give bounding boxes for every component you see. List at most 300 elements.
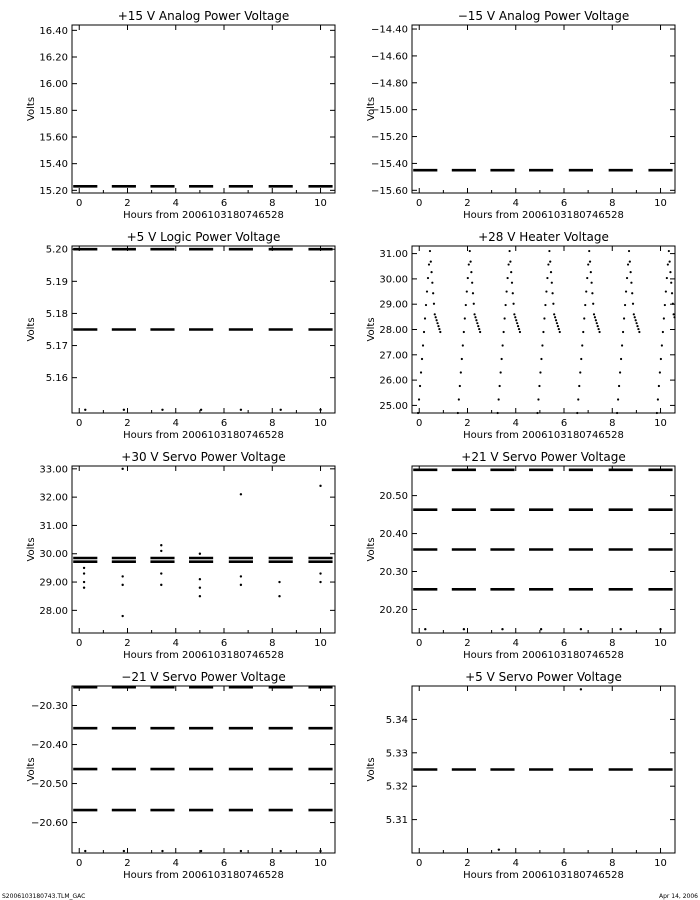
x-tick-label: 2: [124, 858, 131, 869]
data-point: [418, 398, 420, 400]
y-tick-label: −20.30: [30, 701, 68, 713]
y-tick-label: 5.34: [385, 714, 408, 726]
y-tick-label: 5.18: [45, 308, 68, 320]
x-tick-label: 10: [314, 638, 327, 649]
data-point: [280, 850, 282, 852]
data-point: [577, 398, 579, 400]
data-point: [592, 303, 594, 305]
data-point: [620, 628, 622, 630]
data-point: [469, 261, 471, 263]
x-tick-label: 0: [416, 418, 423, 429]
x-tick-label: 8: [609, 418, 616, 429]
data-point: [84, 409, 86, 411]
data-point: [420, 371, 422, 373]
data-point: [477, 325, 479, 327]
chart-title: −21 V Servo Power Voltage: [121, 670, 286, 684]
chart-title: +21 V Servo Power Voltage: [461, 450, 626, 464]
plot-frame: [72, 25, 335, 193]
data-point: [626, 277, 628, 279]
data-point: [478, 328, 480, 330]
data-point: [662, 331, 664, 333]
y-tick-label: 28.00: [39, 605, 68, 617]
y-tick-label: 31.00: [39, 520, 68, 532]
data-point: [430, 261, 432, 263]
data-point: [427, 277, 429, 279]
x-tick-label: 4: [512, 858, 519, 869]
data-point: [594, 316, 596, 318]
x-tick-label: 6: [560, 858, 568, 869]
data-point: [510, 271, 512, 273]
data-point: [429, 250, 431, 252]
x-tick-label: 6: [560, 418, 568, 429]
x-tick-label: 6: [560, 198, 568, 209]
data-point: [625, 290, 627, 292]
y-tick-label: −15.20: [370, 132, 408, 144]
y-tick-label: −15.00: [370, 105, 408, 117]
y-axis-label: Volts: [26, 96, 37, 122]
data-point: [508, 263, 510, 265]
y-axis-label: Volts: [26, 317, 37, 342]
data-point: [623, 317, 625, 319]
data-point: [240, 584, 242, 586]
data-point: [507, 277, 509, 279]
data-point: [636, 325, 638, 327]
x-tick-label: 8: [269, 638, 276, 649]
plot-frame: [72, 466, 335, 633]
x-tick-label: 0: [76, 638, 83, 649]
data-point: [500, 371, 502, 373]
footer-date: Apr 14, 2006: [658, 893, 698, 900]
y-tick-label: 5.33: [385, 748, 408, 760]
data-point: [431, 282, 433, 284]
data-point: [511, 282, 513, 284]
y-tick-label: 16.40: [39, 25, 68, 37]
x-tick-label: 2: [464, 198, 471, 209]
data-point: [550, 271, 552, 273]
data-point: [595, 319, 597, 321]
data-point: [669, 271, 671, 273]
data-point: [200, 850, 202, 852]
data-point: [515, 319, 517, 321]
data-point: [83, 587, 85, 589]
x-tick-label: 2: [464, 858, 471, 869]
y-axis-label: Volts: [26, 757, 37, 782]
x-tick-label: 0: [76, 198, 83, 209]
data-point: [505, 304, 507, 306]
x-tick-label: 10: [314, 858, 327, 869]
y-tick-label: 5.17: [45, 341, 68, 353]
data-point: [457, 412, 459, 414]
data-point: [508, 250, 510, 252]
data-point: [319, 485, 321, 487]
x-tick-label: 4: [512, 638, 519, 649]
y-tick-label: 30.00: [39, 549, 68, 561]
data-point: [598, 328, 600, 330]
y-axis-label: Volts: [366, 757, 377, 782]
data-point: [596, 322, 598, 324]
data-point: [538, 385, 540, 387]
data-point: [161, 850, 163, 852]
data-point: [502, 344, 504, 346]
x-axis-label: Hours from 2006103180746528: [123, 650, 284, 661]
data-point: [540, 628, 542, 630]
data-point: [668, 250, 670, 252]
x-tick-label: 10: [654, 418, 667, 429]
y-tick-label: 20.30: [379, 567, 408, 579]
data-point: [499, 385, 501, 387]
data-point: [544, 304, 546, 306]
y-tick-label: −14.40: [370, 24, 408, 36]
data-point: [319, 409, 321, 411]
x-tick-label: 2: [124, 198, 131, 209]
data-point: [547, 263, 549, 265]
plot-frame: [412, 246, 675, 413]
chart-panel-3: [26, 230, 335, 441]
data-point: [121, 468, 123, 470]
data-point: [424, 317, 426, 319]
x-axis-label: Hours from 2006103180746528: [463, 650, 624, 661]
data-point: [240, 850, 242, 852]
data-point: [199, 595, 201, 597]
data-point: [435, 316, 437, 318]
data-point: [663, 317, 665, 319]
data-point: [280, 409, 282, 411]
data-point: [436, 322, 438, 324]
y-tick-label: 5.16: [45, 373, 68, 385]
x-tick-label: 4: [512, 198, 519, 209]
data-point: [468, 263, 470, 265]
data-point: [630, 282, 632, 284]
chart-title: +5 V Servo Power Voltage: [465, 670, 622, 684]
data-point: [200, 409, 202, 411]
y-tick-label: 27.00: [379, 350, 408, 362]
x-tick-label: 2: [124, 638, 131, 649]
x-tick-label: 8: [269, 858, 276, 869]
data-point: [555, 319, 557, 321]
data-point: [436, 319, 438, 321]
data-point: [433, 303, 435, 305]
x-tick-label: 0: [76, 858, 83, 869]
x-tick-label: 0: [416, 858, 423, 869]
data-point: [121, 575, 123, 577]
data-point: [419, 385, 421, 387]
y-tick-label: 33.00: [39, 464, 68, 476]
chart-title: +5 V Logic Power Voltage: [126, 230, 281, 244]
y-axis-label: Volts: [366, 537, 377, 562]
chart-panel-7: [26, 670, 335, 881]
x-tick-label: 8: [269, 418, 276, 429]
data-point: [504, 317, 506, 319]
data-point: [539, 371, 541, 373]
data-point: [543, 317, 545, 319]
data-point: [506, 290, 508, 292]
data-point: [501, 358, 503, 360]
data-point: [199, 587, 201, 589]
data-point: [417, 412, 419, 414]
plot-frame: [412, 25, 675, 193]
data-point: [540, 358, 542, 360]
data-point: [545, 290, 547, 292]
data-point: [554, 316, 556, 318]
data-point: [629, 261, 631, 263]
data-point: [428, 263, 430, 265]
x-tick-label: 6: [220, 858, 228, 869]
data-point: [466, 290, 468, 292]
data-point: [517, 325, 519, 327]
data-point: [421, 358, 423, 360]
data-point: [463, 628, 465, 630]
data-point: [514, 316, 516, 318]
y-axis-label: Volts: [366, 96, 377, 122]
data-point: [556, 322, 558, 324]
data-point: [473, 303, 475, 305]
data-point: [589, 261, 591, 263]
y-tick-label: 5.19: [45, 276, 68, 288]
data-point: [549, 261, 551, 263]
y-axis-label: Volts: [366, 317, 377, 342]
data-point: [630, 271, 632, 273]
data-point: [576, 412, 578, 414]
data-point: [519, 331, 521, 333]
data-point: [434, 313, 436, 315]
y-tick-label: 25.00: [379, 400, 408, 412]
data-point: [664, 304, 666, 306]
data-point: [458, 398, 460, 400]
data-point: [123, 409, 125, 411]
x-tick-label: 8: [609, 638, 616, 649]
data-point: [672, 303, 674, 305]
data-point: [631, 292, 633, 294]
data-point: [509, 261, 511, 263]
data-point: [590, 271, 592, 273]
data-point: [671, 292, 673, 294]
data-point: [578, 385, 580, 387]
data-point: [536, 412, 538, 414]
chart-panel-1: [26, 9, 335, 221]
y-axis-label: Volts: [26, 537, 37, 562]
x-tick-label: 0: [416, 198, 423, 209]
data-point: [498, 398, 500, 400]
x-tick-label: 6: [560, 638, 568, 649]
x-tick-label: 2: [124, 418, 131, 429]
data-point: [472, 292, 474, 294]
x-tick-label: 8: [609, 198, 616, 209]
data-point: [437, 325, 439, 327]
data-point: [470, 271, 472, 273]
data-point: [588, 250, 590, 252]
data-point: [597, 325, 599, 327]
data-point: [557, 325, 559, 327]
data-point: [199, 553, 201, 555]
data-point: [319, 572, 321, 574]
x-tick-label: 8: [609, 858, 616, 869]
data-point: [581, 344, 583, 346]
data-point: [632, 303, 634, 305]
data-point: [83, 567, 85, 569]
chart-title: +28 V Heater Voltage: [478, 230, 609, 244]
y-tick-label: 29.00: [379, 299, 408, 311]
data-point: [638, 331, 640, 333]
data-point: [621, 344, 623, 346]
x-tick-label: 10: [314, 198, 327, 209]
data-point: [476, 322, 478, 324]
data-point: [591, 282, 593, 284]
y-tick-label: −20.50: [30, 779, 68, 791]
data-point: [278, 595, 280, 597]
data-point: [665, 290, 667, 292]
data-point: [501, 628, 503, 630]
data-point: [585, 290, 587, 292]
data-point: [161, 409, 163, 411]
x-axis-label: Hours from 2006103180746528: [123, 430, 284, 441]
data-point: [660, 358, 662, 360]
data-point: [546, 277, 548, 279]
x-tick-label: 10: [654, 198, 667, 209]
data-point: [673, 316, 675, 318]
data-point: [438, 328, 440, 330]
data-point: [618, 385, 620, 387]
chart-panel-6: [366, 450, 675, 661]
data-point: [497, 412, 499, 414]
chart-panel-5: [26, 450, 335, 661]
data-point: [439, 331, 441, 333]
data-point: [240, 409, 242, 411]
data-point: [659, 371, 661, 373]
chart-title: −15 V Analog Power Voltage: [457, 9, 630, 23]
data-point: [627, 263, 629, 265]
data-point: [426, 290, 428, 292]
x-tick-label: 2: [464, 638, 471, 649]
data-point: [464, 317, 466, 319]
data-point: [121, 615, 123, 617]
y-tick-label: −20.40: [30, 740, 68, 752]
data-point: [516, 322, 518, 324]
data-point: [637, 328, 639, 330]
data-point: [635, 322, 637, 324]
x-axis-label: Hours from 2006103180746528: [123, 870, 284, 881]
y-tick-label: −14.60: [370, 51, 408, 63]
data-point: [580, 358, 582, 360]
data-point: [666, 277, 668, 279]
chart-panel-2: [366, 9, 675, 221]
chart-title: +15 V Analog Power Voltage: [117, 9, 290, 23]
data-point: [591, 292, 593, 294]
data-point: [542, 331, 544, 333]
data-point: [551, 282, 553, 284]
y-tick-label: −15.40: [370, 158, 408, 170]
data-point: [673, 313, 675, 315]
data-point: [656, 412, 658, 414]
y-tick-label: 15.40: [39, 159, 68, 171]
data-point: [513, 313, 515, 315]
data-point: [319, 850, 321, 852]
data-point: [628, 250, 630, 252]
x-tick-label: 4: [172, 638, 179, 649]
y-tick-label: 15.60: [39, 132, 68, 144]
x-tick-label: 0: [416, 638, 423, 649]
footer-filename: S2006103180743.TLM_GAC: [2, 893, 86, 900]
data-point: [659, 628, 661, 630]
y-tick-label: 20.50: [379, 491, 408, 503]
data-point: [667, 263, 669, 265]
data-point: [541, 344, 543, 346]
y-tick-label: 30.00: [379, 274, 408, 286]
data-point: [160, 572, 162, 574]
y-tick-label: 28.00: [379, 325, 408, 336]
data-point: [460, 371, 462, 373]
data-point: [512, 303, 514, 305]
data-point: [586, 277, 588, 279]
data-point: [512, 292, 514, 294]
data-point: [83, 581, 85, 583]
data-point: [467, 277, 469, 279]
data-point: [160, 544, 162, 546]
data-point: [620, 358, 622, 360]
y-tick-label: −20.60: [30, 818, 68, 830]
data-point: [123, 850, 125, 852]
chart-title: +30 V Servo Power Voltage: [121, 450, 286, 464]
chart-panel-8: [366, 670, 675, 881]
data-point: [240, 575, 242, 577]
x-tick-label: 10: [654, 638, 667, 649]
data-point: [624, 304, 626, 306]
data-point: [670, 282, 672, 284]
data-point: [430, 271, 432, 273]
y-tick-label: 20.20: [379, 604, 408, 616]
data-point: [432, 292, 434, 294]
data-point: [558, 328, 560, 330]
data-point: [160, 550, 162, 552]
data-point: [583, 317, 585, 319]
x-axis-label: Hours from 2006103180746528: [463, 210, 624, 221]
data-point: [582, 331, 584, 333]
data-point: [552, 303, 554, 305]
data-point: [661, 344, 663, 346]
y-tick-label: 16.00: [39, 79, 68, 91]
data-point: [622, 331, 624, 333]
data-point: [424, 628, 426, 630]
data-point: [537, 398, 539, 400]
data-point: [548, 250, 550, 252]
data-point: [423, 331, 425, 333]
x-tick-label: 4: [172, 418, 179, 429]
x-axis-label: Hours from 2006103180746528: [123, 210, 284, 221]
x-tick-label: 0: [76, 418, 83, 429]
data-point: [593, 313, 595, 315]
chart-panel-4: [366, 230, 676, 441]
data-point: [634, 316, 636, 318]
x-tick-label: 4: [172, 198, 179, 209]
x-tick-label: 6: [220, 638, 228, 649]
data-point: [319, 581, 321, 583]
data-point: [617, 398, 619, 400]
data-point: [657, 398, 659, 400]
y-tick-label: 20.40: [379, 529, 408, 541]
y-tick-label: 16.20: [39, 52, 68, 64]
x-tick-label: 10: [654, 858, 667, 869]
data-point: [587, 263, 589, 265]
y-tick-label: 31.00: [379, 249, 408, 261]
data-point: [658, 385, 660, 387]
data-point: [498, 848, 500, 850]
data-point: [473, 313, 475, 315]
y-tick-label: 32.00: [39, 492, 68, 504]
data-point: [160, 584, 162, 586]
x-tick-label: 4: [172, 858, 179, 869]
data-point: [579, 371, 581, 373]
y-tick-label: 15.20: [39, 185, 68, 197]
data-point: [635, 319, 637, 321]
